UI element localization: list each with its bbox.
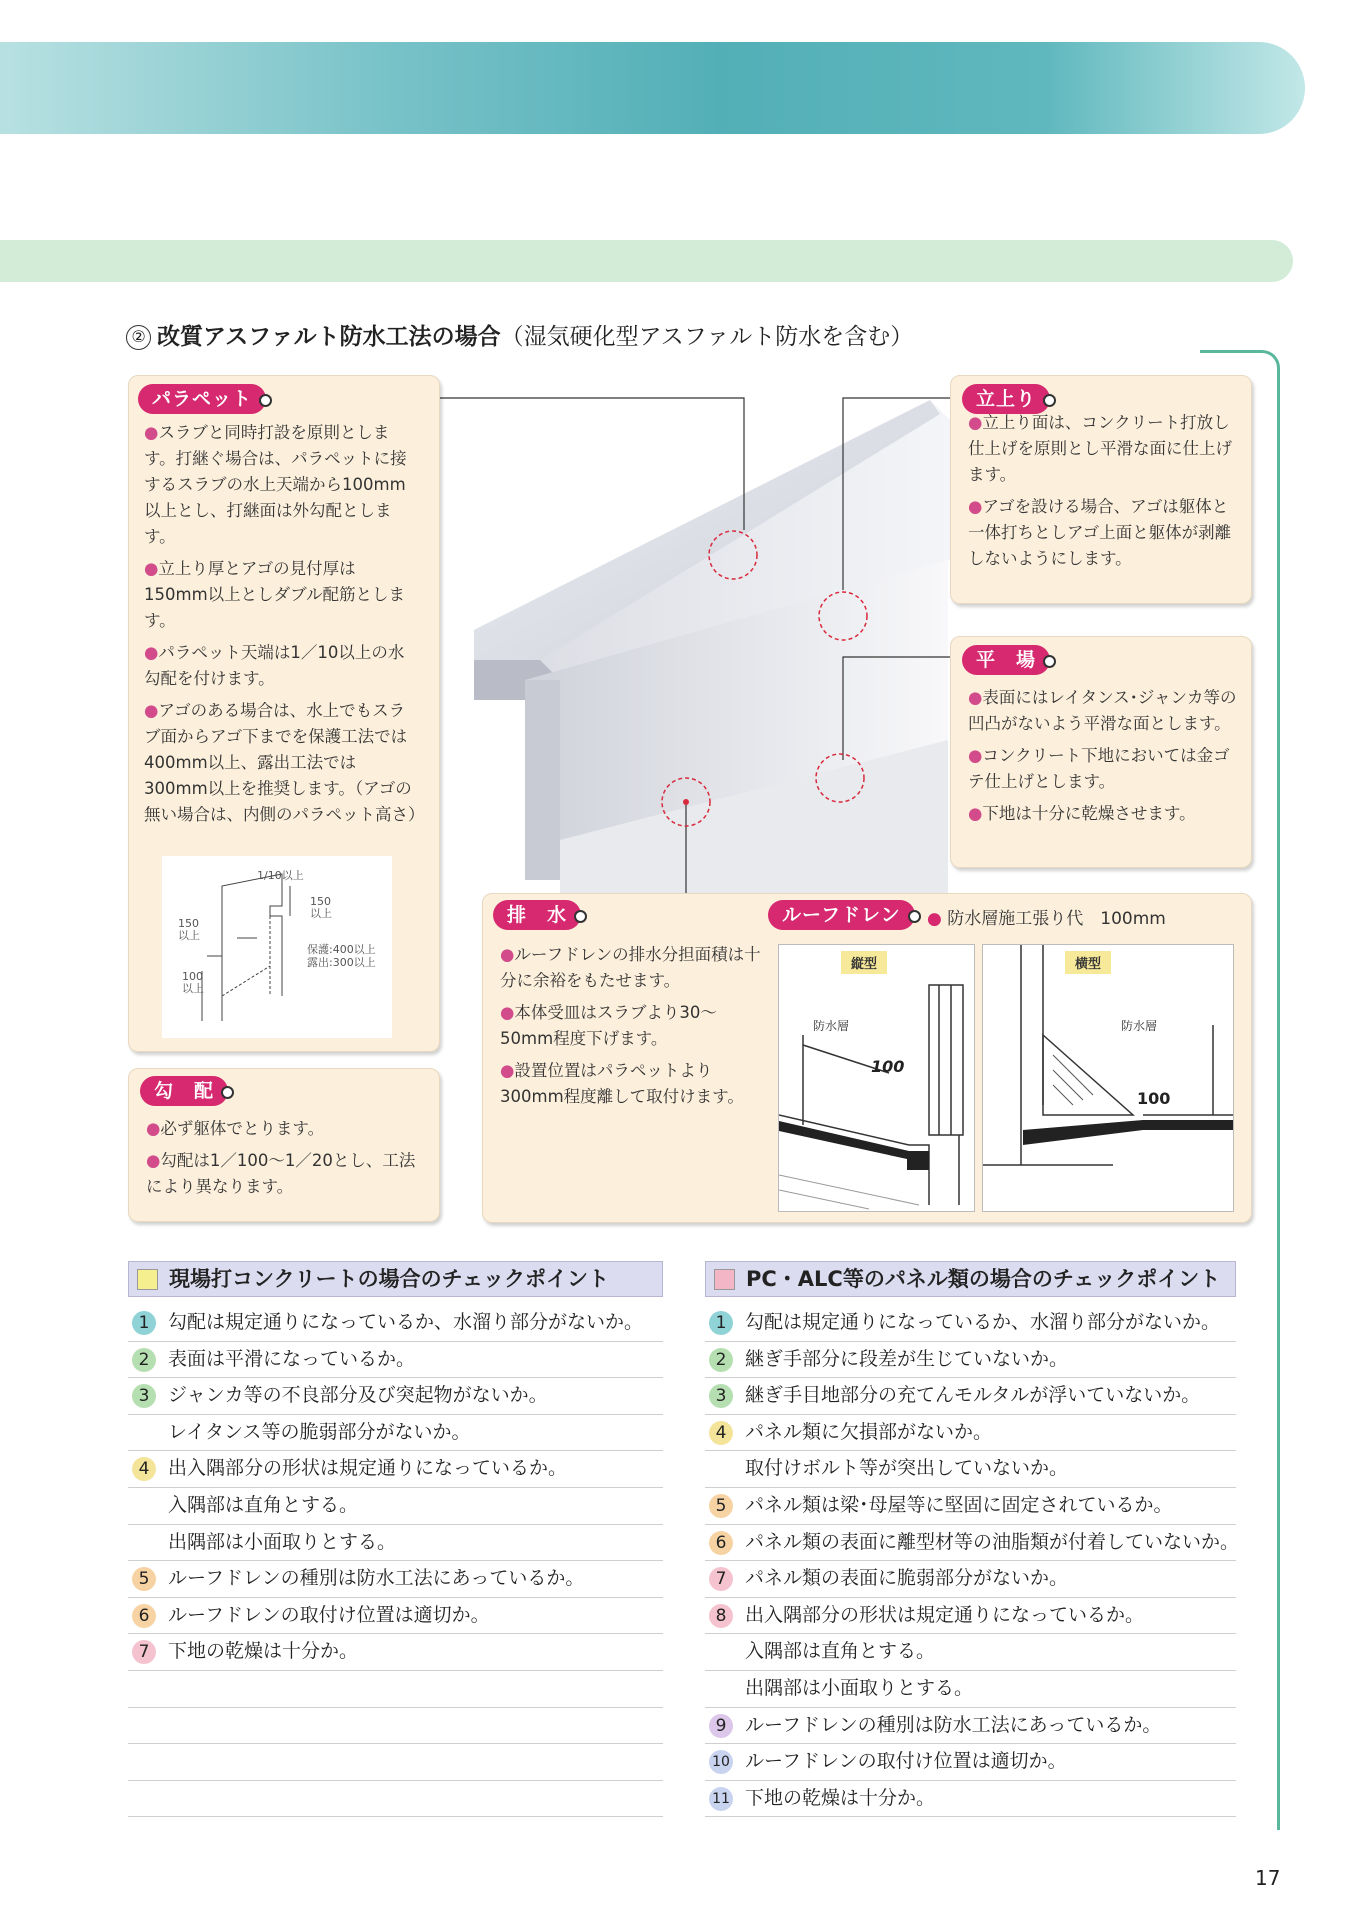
checklist-item-text: ルーフドレンの種別は防水工法にあっているか。 [745, 1713, 1162, 1736]
item-number-badge: 6 [709, 1531, 733, 1555]
kobai-label: 勾 配 [140, 1076, 228, 1106]
item-number-badge: 8 [709, 1604, 733, 1628]
checklist-left-header [128, 1261, 663, 1297]
checklist-row [128, 1561, 663, 1598]
checklist-item-text: ジャンカ等の不良部分及び突起物がないか。 [168, 1384, 548, 1407]
section-subtitle: （湿気硬化型アスファルト防水を含む） [500, 324, 914, 350]
checklist-item-text: 下地の乾燥は十分か。 [168, 1640, 359, 1663]
checklist-row [705, 1634, 1236, 1671]
horizontal-tag: 横型 [1065, 951, 1111, 974]
checklist-item-text: 出隅部は小面取りとする。 [745, 1676, 974, 1699]
vertical-layer-label: 防水層 [813, 1019, 850, 1033]
item-number-badge: 6 [132, 1604, 156, 1628]
roofdrain-note-text: 防水層施工張り代 100mm [947, 909, 1166, 929]
item-number-badge: 4 [132, 1457, 156, 1481]
hiraba-item-1: 表面にはレイタンス･ジャンカ等の凹凸がないよう平滑な面とします。 [968, 688, 1237, 733]
checklist-right-title: PC・ALC等のパネル類の場合のチェックポイント [746, 1267, 1221, 1291]
checklist-row [128, 1305, 663, 1342]
checklist-item-text: 出隅部は小面取りとする。 [168, 1530, 397, 1553]
checklist-item-text: 取付けボルト等が突出していないか。 [745, 1457, 1069, 1480]
haisui-item-2: 本体受皿はスラブより30～50mm程度下げます。 [500, 1003, 717, 1048]
checklist-item-text: 継ぎ手目地部分の充てんモルタルが浮いていないか。 [745, 1384, 1201, 1407]
mini-exposed: 露出:300以上 [307, 956, 376, 969]
checklist-item-text: パネル類に欠損部がないか。 [745, 1420, 993, 1443]
item-number-badge: 3 [709, 1384, 733, 1408]
checklist-row [705, 1415, 1236, 1452]
vertical-drain-drawing [779, 945, 974, 1211]
item-number-badge: 5 [709, 1494, 733, 1518]
horizontal-dim: 100 [1137, 1089, 1171, 1108]
item-number-badge: 2 [132, 1348, 156, 1372]
checklist-row [705, 1488, 1236, 1525]
item-number-badge: 9 [709, 1714, 733, 1738]
haisui-text: ●ルーフドレンの排水分担面積は十分に余裕をもたせます。 ●本体受皿はスラブより30～50mm程度下げます。 ●設置位置はパラペットより300mm程度離して取付けます。 [500, 945, 761, 1106]
mini-left-dim: 150 以上 [178, 917, 200, 942]
item-number-badge: 4 [709, 1421, 733, 1445]
checklist-item-text: 表面は平滑になっているか。 [168, 1347, 416, 1370]
hiraba-text: ●表面にはレイタンス･ジャンカ等の凹凸がないよう平滑な面とします。 ●コンクリート下地においては金ゴテ仕上げとします。 ●下地は十分に乾燥させます。 [968, 688, 1237, 823]
haisui-item-1: ルーフドレンの排水分担面積は十分に余裕をもたせます。 [500, 945, 761, 990]
checklist-row [705, 1305, 1236, 1342]
checklist-row [705, 1781, 1236, 1818]
tachiagari-text: ●立上り面は、コンクリート打放し仕上げを原則とし平滑な面に仕上げます。 ●アゴを設ける場合、アゴは躯体と一体打ちとしアゴ上面と躯体が剥離しないようにします。 [968, 413, 1232, 568]
checklist-row [705, 1378, 1236, 1415]
checklist-right [705, 1305, 1240, 1817]
vertical-dim: 100 [871, 1057, 905, 1076]
checklist-row [705, 1451, 1236, 1488]
kobai-item-2: 勾配は1／100～1／20とし、工法により異なります。 [146, 1151, 416, 1196]
item-number-badge: 1 [132, 1311, 156, 1335]
parapet-label: パラペット [138, 384, 266, 414]
mini-protection: 保護:400以上 [307, 943, 376, 956]
tachiagari-item-2: アゴを設ける場合、アゴは躯体と一体打ちとしアゴ上面と躯体が剥離しないようにします。 [968, 497, 1232, 568]
checklist-item-text: 勾配は規定通りになっているか、水溜り部分がないか。 [745, 1311, 1221, 1333]
item-number-badge: 2 [709, 1348, 733, 1372]
horizontal-drain-drawing [983, 945, 1233, 1211]
checklist-row [128, 1415, 663, 1452]
checklist-item-text: 下地の乾燥は十分か。 [745, 1786, 936, 1809]
hiraba-item-3: 下地は十分に乾燥させます。 [982, 804, 1196, 823]
haisui-item-3: 設置位置はパラペットより300mm程度離して取付けます。 [500, 1061, 744, 1106]
parapet-item-3: パラペット天端は1／10以上の水勾配を付けます。 [144, 643, 405, 688]
item-number-badge: 5 [132, 1567, 156, 1591]
parapet-illustration [474, 400, 950, 900]
section-title-main: 改質アスファルト防水工法の場合 [157, 324, 501, 350]
checklist-right-square [714, 1269, 735, 1290]
parapet-item-4: アゴのある場合は、水上でもスラブ面からアゴ下までを保護工法では400mm以上、露出工法では300mm以上を推奨します。（アゴの無い場合は、内側のパラペット高さ） [144, 701, 425, 824]
parapet-text: ●スラブと同時打設を原則とします。打継ぐ場合は、パラペットに接するスラブの水上天端から100mm以上とし、打継面は外勾配とします。 ●立上り厚とアゴの見付厚は150mm以上としダブル配筋とします。 ●パラペット天端は1／10以上の水勾配を付けます。 ●アゴのある場合は、水上でもスラブ面からアゴ下までを保護工法では400mm以上、露出工法では300mm以上を推奨します。（アゴの無い場合は、内側のパラペット高さ） [144, 423, 425, 824]
mini-slope: 1/10以上 [257, 869, 304, 882]
checklist-item-text: パネル類の表面に離型材等の油脂類が付着していないか。 [745, 1530, 1240, 1553]
checklist-row [128, 1525, 663, 1562]
mini-right-dim: 150 以上 [310, 895, 332, 920]
checklist-row [705, 1561, 1236, 1598]
checklist-row [128, 1451, 663, 1488]
item-number-badge: 3 [132, 1384, 156, 1408]
checklist-row [128, 1781, 663, 1818]
page-number: 17 [1255, 1866, 1281, 1890]
checklist-left-title: 現場打コンクリートの場合のチェックポイント [169, 1267, 609, 1291]
checklist-row [128, 1378, 663, 1415]
checklist-row [128, 1634, 663, 1671]
checklist-row [705, 1525, 1240, 1562]
parapet-section-diagram [162, 856, 392, 1038]
checklist-row [128, 1598, 663, 1635]
checklist-item-text: 入隅部は直角とする。 [168, 1493, 359, 1516]
checklist-item-text: 出入隅部分の形状は規定通りになっているか。 [168, 1457, 568, 1480]
checklist-item-text: パネル類は梁･母屋等に堅固に固定されているか。 [745, 1493, 1173, 1516]
parapet-item-2: 立上り厚とアゴの見付厚は150mm以上としダブル配筋とします。 [144, 559, 405, 630]
tachiagari-label: 立上り [962, 384, 1050, 414]
checklist-row [128, 1342, 663, 1379]
item-number-badge: 1 [709, 1311, 733, 1335]
item-number-badge: 11 [709, 1787, 733, 1811]
vertical-tag: 縦型 [841, 951, 887, 974]
checklist-row [128, 1671, 663, 1708]
mini-bottom-dim: 100 以上 [182, 970, 204, 995]
checklist-item-text: ルーフドレンの取付け位置は適切か。 [168, 1603, 490, 1626]
roofdrain-vertical-diagram [778, 944, 975, 1212]
checklist-row [128, 1708, 663, 1745]
checklist-left [128, 1305, 663, 1817]
horizontal-layer-label: 防水層 [1121, 1019, 1158, 1033]
checklist-item-text: 入隅部は直角とする。 [745, 1640, 936, 1663]
parapet-item-1: スラブと同時打設を原則とします。打継ぐ場合は、パラペットに接するスラブの水上天端から100mm以上とし、打継面は外勾配とします。 [144, 423, 407, 546]
checklist-row [128, 1744, 663, 1781]
roofdrain-note: ● 防水層施工張り代 100mm [927, 909, 1166, 929]
kobai-item-1: 必ず躯体でとります。 [160, 1119, 325, 1138]
section-number: ② [126, 325, 151, 350]
checklist-left-square [137, 1269, 158, 1290]
checklist-row [705, 1342, 1236, 1379]
checklist-row [705, 1708, 1236, 1745]
checklist-row [705, 1598, 1236, 1635]
checklist-right-header [705, 1261, 1236, 1297]
haisui-label: 排 水 [493, 900, 581, 930]
checklist-item-text: ルーフドレンの取付け位置は適切か。 [745, 1750, 1067, 1773]
checklist-item-text: レイタンス等の脆弱部分がないか。 [168, 1420, 471, 1443]
item-number-badge: 10 [709, 1750, 733, 1774]
checklist-item-text: ルーフドレンの種別は防水工法にあっているか。 [168, 1567, 585, 1590]
item-number-badge: 7 [709, 1567, 733, 1591]
hiraba-item-2: コンクリート下地においては金ゴテ仕上げとします。 [968, 746, 1230, 791]
roofdrain-horizontal-diagram [982, 944, 1234, 1212]
checklist-row [705, 1671, 1236, 1708]
kobai-text: ●必ず躯体でとります。 ●勾配は1／100～1／20とし、工法により異なります。 [146, 1119, 416, 1196]
checklist-item-text: 勾配は規定通りになっているか、水溜り部分がないか。 [168, 1311, 644, 1333]
roofdrain-label: ルーフドレン [768, 900, 915, 930]
hiraba-label: 平 場 [962, 645, 1050, 675]
item-number-badge: 7 [132, 1640, 156, 1664]
checklist-item-text: 出入隅部分の形状は規定通りになっているか。 [745, 1603, 1145, 1626]
checklist-item-text: パネル類の表面に脆弱部分がないか。 [745, 1567, 1069, 1590]
checklist-row [705, 1744, 1236, 1781]
checklist-row [128, 1488, 663, 1525]
tachiagari-item-1: 立上り面は、コンクリート打放し仕上げを原則とし平滑な面に仕上げます。 [968, 413, 1232, 484]
checklist-item-text: 継ぎ手部分に段差が生じていないか。 [745, 1347, 1069, 1370]
